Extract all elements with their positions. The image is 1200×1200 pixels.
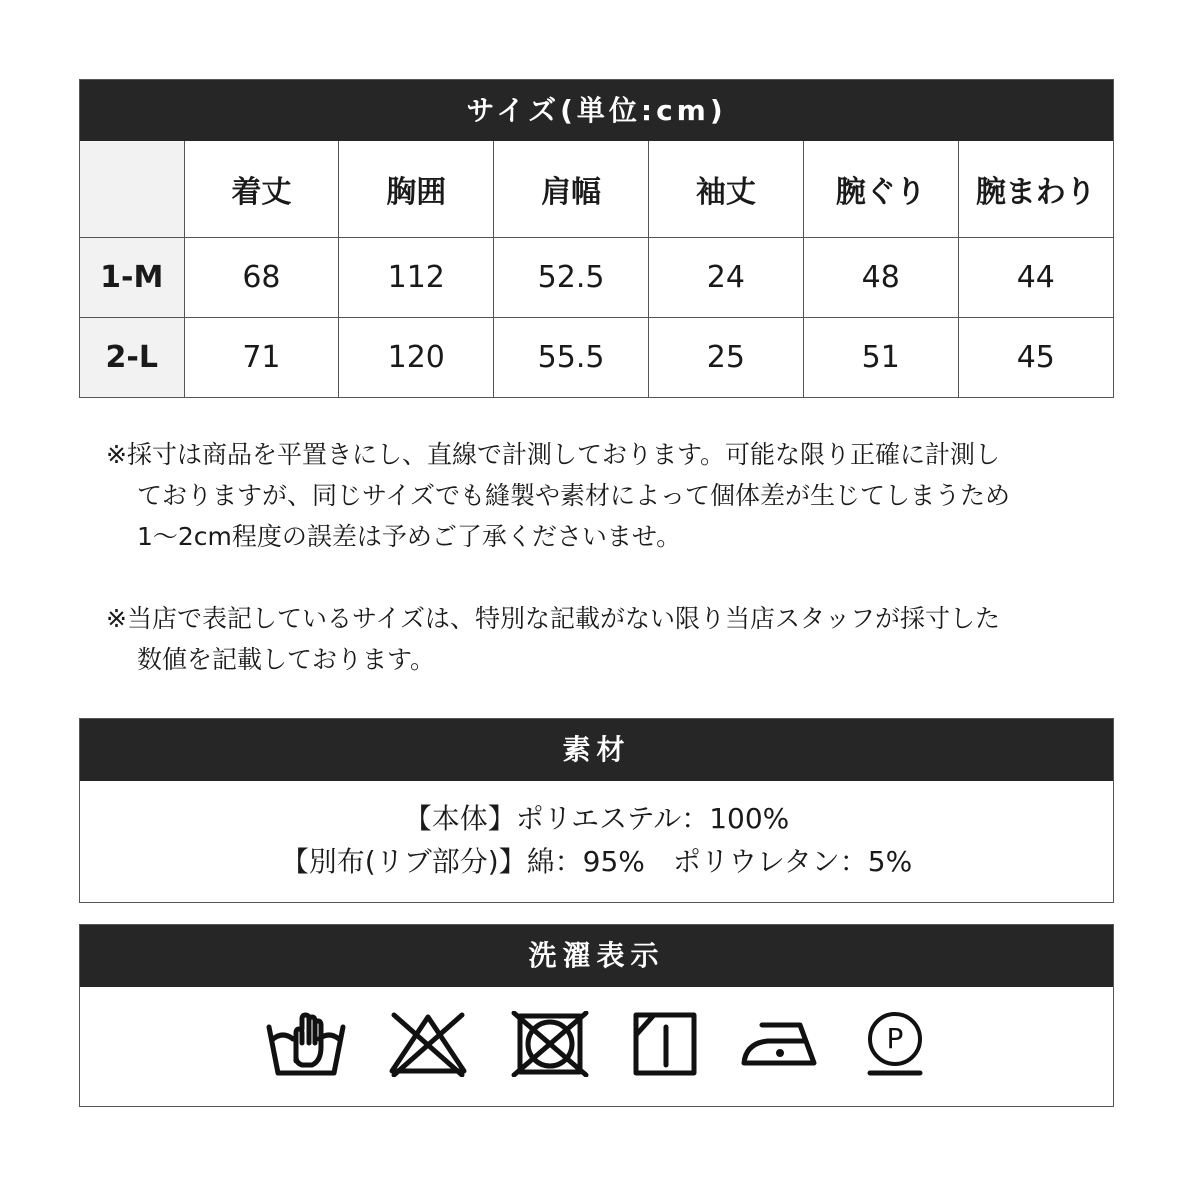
table-cell: 44 <box>958 238 1113 318</box>
material-rib-fabric: 【別布(リブ部分)】綿：95% ポリウレタン：5% <box>280 845 913 878</box>
note-line: ておりますが、同じサイズでも縫製や素材によって個体差が生じてしまうため <box>137 481 1011 510</box>
row-label: 1-M <box>80 238 184 318</box>
no-bleach-icon <box>388 1011 468 1077</box>
material-box <box>79 718 1114 903</box>
column-header: 肩幅 <box>494 141 649 238</box>
size-table <box>80 141 1113 397</box>
table-cell: 112 <box>339 238 494 318</box>
care-icons <box>80 987 1113 1077</box>
note-line: ※採寸は商品を平置きにし、直線で計測しております。可能な限り正確に計測し <box>106 440 1000 469</box>
iron-low-icon <box>740 1011 820 1077</box>
size-table-corner <box>80 141 184 238</box>
size-table-title: サイズ(単位:cm) <box>80 80 1113 141</box>
table-cell: 120 <box>339 318 494 398</box>
table-cell: 52.5 <box>494 238 649 318</box>
washing-title: 洗濯表示 <box>80 925 1113 987</box>
column-header: 着丈 <box>184 141 339 238</box>
size-source-note <box>106 598 1106 680</box>
column-header: 袖丈 <box>648 141 803 238</box>
table-cell: 51 <box>803 318 958 398</box>
size-table-box <box>79 79 1114 398</box>
washing-box <box>79 924 1114 1107</box>
svg-text:P: P <box>886 1022 903 1055</box>
size-table-header-row <box>80 141 1113 238</box>
line-dry-shade-icon <box>632 1011 698 1077</box>
table-cell: 55.5 <box>494 318 649 398</box>
no-tumble-dry-icon <box>510 1011 590 1077</box>
table-cell: 71 <box>184 318 339 398</box>
dry-clean-p-icon <box>862 1011 928 1077</box>
measurement-note <box>106 434 1106 557</box>
column-header: 胸囲 <box>339 141 494 238</box>
table-cell: 48 <box>803 238 958 318</box>
table-cell: 24 <box>648 238 803 318</box>
hand-wash-icon <box>266 1011 346 1077</box>
column-header: 腕ぐり <box>803 141 958 238</box>
note-line: 1～2cm程度の誤差は予めご了承くださいませ。 <box>137 522 682 551</box>
table-cell: 68 <box>184 238 339 318</box>
table-row <box>80 318 1113 398</box>
note-line: 数値を記載しております。 <box>137 645 436 674</box>
table-cell: 25 <box>648 318 803 398</box>
table-row <box>80 238 1113 318</box>
material-main-fabric: 【本体】ポリエステル：100% <box>403 802 790 835</box>
column-header: 腕まわり <box>958 141 1113 238</box>
material-title: 素材 <box>80 719 1113 781</box>
row-label: 2-L <box>80 318 184 398</box>
note-line: ※当店で表記しているサイズは、特別な記載がない限り当店スタッフが採寸した <box>106 604 1000 633</box>
table-cell: 45 <box>958 318 1113 398</box>
